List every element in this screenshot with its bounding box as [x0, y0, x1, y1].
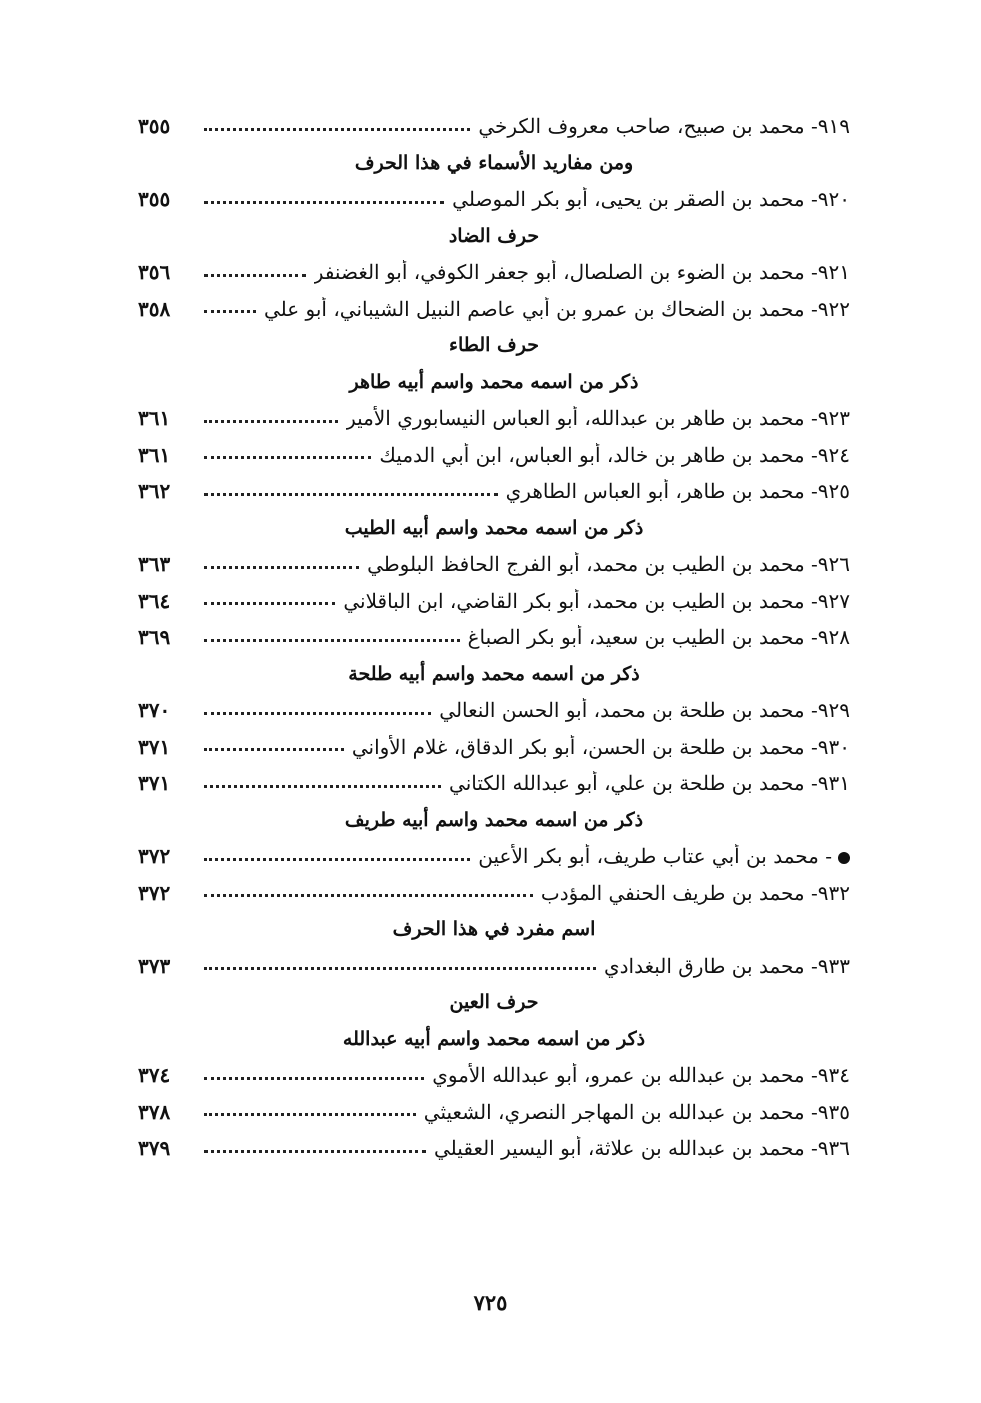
toc-entry-title: ٩٢٣- محمد بن طاهر بن عبدالله، أبو العباس النيسابوري الأمير: [346, 406, 850, 431]
section-heading: [138, 218, 850, 255]
toc-entry-title: ٩٣٤- محمد بن عبدالله بن عمرو، أبو عبدالله الأموي: [432, 1063, 850, 1088]
dot-leader: [204, 456, 371, 459]
toc-entry: [138, 729, 850, 766]
toc-entry-title: ٩٣٦- محمد بن عبدالله بن علاثة، أبو اليسير العقيلي: [434, 1136, 850, 1161]
page-number: ٧٢٥: [473, 1290, 508, 1315]
toc-entry: [138, 1057, 850, 1094]
dot-leader: [204, 712, 431, 715]
toc-entry-title: ٩٢١- محمد بن الضوء بن الصلصال، أبو جعفر الكوفي، أبو الغضنفر: [313, 260, 850, 285]
dot-leader: [204, 967, 596, 970]
toc-entry-title: ٩٢٩- محمد بن طلحة بن محمد، أبو الحسن النعالي: [439, 698, 850, 723]
toc-entry: [138, 875, 850, 912]
toc-entry-page: ٣٥٦: [138, 260, 171, 285]
toc-entry-page: ٣٧٤: [138, 1063, 171, 1088]
toc-entry-page: ٣٦٢: [138, 479, 171, 504]
section-heading: [138, 145, 850, 182]
dot-leader: [204, 128, 470, 131]
toc-entry-page: ٣٦١: [138, 442, 171, 467]
section-heading-text: حرف الطاء: [449, 334, 539, 357]
section-heading-text: حرف الضاد: [448, 224, 540, 247]
section-heading: [138, 364, 850, 401]
toc-entry: [138, 1130, 850, 1167]
dot-leader: [204, 493, 498, 496]
toc-entry-page: ٣٦١: [138, 406, 171, 431]
toc-entry: [138, 108, 850, 145]
section-heading: [138, 656, 850, 693]
dot-leader: [204, 274, 306, 277]
dot-leader: [204, 1150, 426, 1153]
toc-entry: [138, 1094, 850, 1131]
toc-entry: [138, 291, 850, 328]
toc-entry: [138, 546, 850, 583]
toc-entry: [138, 948, 850, 985]
toc-entry: [138, 181, 850, 218]
toc-entry: [138, 838, 850, 875]
toc-entry-page: ٣٦٤: [138, 588, 171, 613]
toc-entry-title: ٩٢٧- محمد بن الطيب بن محمد، أبو بكر القاضي، ابن الباقلاني: [343, 588, 850, 613]
toc-entry-title: ٩٢٨- محمد بن الطيب بن سعيد، أبو بكر الصباغ: [467, 625, 850, 650]
toc-entry-title: ٩٢٢- محمد بن الضحاك بن عمرو بن أبي عاصم النبيل الشيباني، أبو علي: [263, 296, 850, 321]
toc-entry: [138, 619, 850, 656]
section-heading-text: ذكر من اسمه محمد واسم أبيه طلحة: [348, 662, 640, 685]
dot-leader: [204, 785, 441, 788]
toc-entry-page: ٣٧٠: [138, 698, 171, 723]
toc-entry-page: ٣٥٥: [138, 187, 171, 212]
section-heading-text: حرف العين: [449, 991, 539, 1014]
dot-leader: [204, 1077, 424, 1080]
section-heading: [138, 327, 850, 364]
toc-entry: [138, 765, 850, 802]
section-heading: [138, 1021, 850, 1058]
toc-entry-title: ٩٢٦- محمد بن الطيب بن محمد، أبو الفرج الحافظ البلوطي: [367, 552, 850, 577]
toc-entry: [138, 473, 850, 510]
toc-entry: [138, 437, 850, 474]
section-heading-text: ومن مفاريد الأسماء في هذا الحرف: [354, 151, 634, 174]
toc-entry-page: ٣٧٣: [138, 953, 171, 978]
dot-leader: [204, 420, 338, 423]
toc-entry-title: ٩٣٢- محمد بن طريف الحنفي المؤدب: [540, 880, 850, 905]
dot-leader: [204, 1113, 416, 1116]
dot-leader: [204, 894, 533, 897]
bullet-icon: [838, 852, 850, 864]
toc-entry: [138, 400, 850, 437]
dot-leader: [204, 566, 359, 569]
dot-leader: [204, 201, 444, 204]
toc-entry-title: ٩٣٥- محمد بن عبدالله بن المهاجر النصري، الشعيثي: [423, 1099, 850, 1124]
toc-entry-page: ٣٧٩: [138, 1136, 171, 1161]
dot-leader: [204, 858, 470, 861]
toc-entry-title: ٩٢٠- محمد بن الصقر بن يحيى، أبو بكر الموصلي: [452, 187, 850, 212]
section-heading-text: ذكر من اسمه محمد واسم أبيه طاهر: [349, 370, 639, 393]
toc-entry-title: ٩٣٣- محمد بن طارق البغدادي: [603, 953, 850, 978]
toc-entry-title: ٩٢٤- محمد بن طاهر بن خالد، أبو العباس، ابن أبي الدميك: [379, 442, 850, 467]
section-heading-text: ذكر من اسمه محمد واسم أبيه طريف: [344, 808, 644, 831]
toc-entry-page: ٣٧٢: [138, 844, 171, 869]
toc-entry-page: ٣٦٩: [138, 625, 171, 650]
dot-leader: [204, 310, 256, 313]
toc-entry-title: ٩٢٥- محمد بن طاهر، أبو العباس الطاهري: [505, 479, 850, 504]
toc-entry-title: ٩٣٠- محمد بن طلحة بن الحسن، أبو بكر الدقاق، غلام الأواني: [351, 734, 850, 759]
dot-leader: [204, 748, 344, 751]
section-heading: [138, 984, 850, 1021]
toc-entry-page: ٣٧١: [138, 771, 171, 796]
section-heading-text: ذكر من اسمه محمد واسم أبيه عبدالله: [342, 1027, 646, 1050]
toc-entry: [138, 254, 850, 291]
section-heading-text: ذكر من اسمه محمد واسم أبيه الطيب: [344, 516, 644, 539]
toc-entry-title: - محمد بن أبي عتاب طريف، أبو بكر الأعين: [478, 844, 832, 869]
section-heading: [138, 510, 850, 547]
toc-entry: [138, 583, 850, 620]
toc-entry-page: ٣٥٥: [138, 114, 171, 139]
toc-entry: [138, 692, 850, 729]
toc-entry-page: ٣٧١: [138, 734, 171, 759]
toc-entry-title: ٩٣١- محمد بن طلحة بن علي، أبو عبدالله الكتاني: [449, 771, 850, 796]
toc-entry-title: ٩١٩- محمد بن صبيح، صاحب معروف الكرخي: [478, 114, 850, 139]
toc-entry-page: ٣٧٨: [138, 1099, 171, 1124]
toc-entry-page: ٣٥٨: [138, 296, 171, 321]
section-heading-text: اسم مفرد في هذا الحرف: [392, 918, 596, 941]
toc-entry-page: ٣٧٢: [138, 880, 171, 905]
dot-leader: [204, 602, 335, 605]
section-heading: [138, 911, 850, 948]
table-of-contents: [138, 108, 850, 1167]
toc-entry-page: ٣٦٣: [138, 552, 171, 577]
section-heading: [138, 802, 850, 839]
dot-leader: [204, 639, 460, 642]
